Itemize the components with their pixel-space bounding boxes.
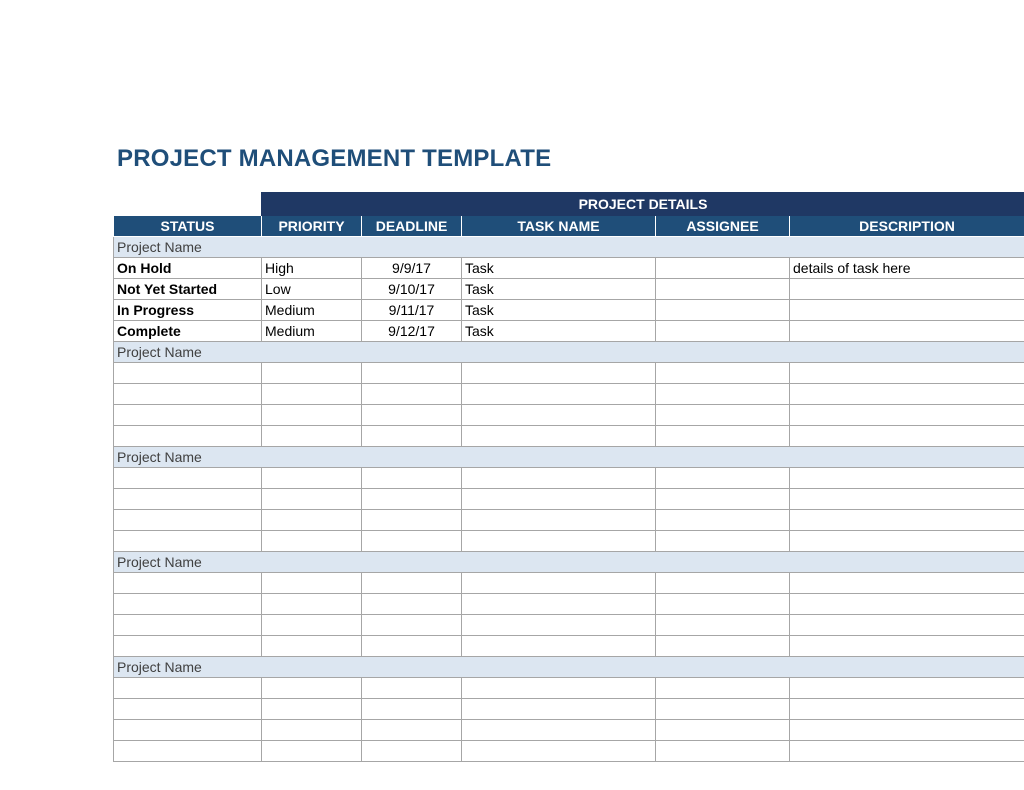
deadline-cell[interactable] <box>362 678 462 699</box>
deadline-cell[interactable] <box>362 699 462 720</box>
assignee-cell[interactable] <box>656 678 790 699</box>
task-name-cell[interactable] <box>462 615 656 636</box>
task-name-cell[interactable] <box>462 468 656 489</box>
description-cell[interactable] <box>790 636 1024 657</box>
assignee-cell[interactable] <box>656 426 790 447</box>
column-header-deadline[interactable]: DEADLINE <box>362 216 462 237</box>
task-name-cell[interactable]: Task <box>462 258 656 279</box>
task-row <box>114 678 1024 699</box>
priority-cell[interactable] <box>262 741 362 762</box>
project-name-fill[interactable] <box>262 342 362 363</box>
deadline-cell[interactable]: 9/10/17 <box>362 279 462 300</box>
task-name-cell[interactable]: Task <box>462 321 656 342</box>
description-cell[interactable] <box>790 615 1024 636</box>
deadline-cell[interactable] <box>362 741 462 762</box>
deadline-cell[interactable] <box>362 405 462 426</box>
status-cell[interactable] <box>114 363 262 384</box>
project-name-fill[interactable] <box>362 342 462 363</box>
description-cell[interactable] <box>790 510 1024 531</box>
priority-cell[interactable] <box>262 678 362 699</box>
project-name-row <box>114 237 1024 258</box>
deadline-cell[interactable] <box>362 363 462 384</box>
task-name-cell[interactable] <box>462 720 656 741</box>
description-cell[interactable]: details of task here <box>790 258 1024 279</box>
priority-cell[interactable] <box>262 699 362 720</box>
task-name-cell[interactable]: Task <box>462 300 656 321</box>
project-name-cell[interactable]: Project Name <box>114 342 262 363</box>
priority-cell[interactable]: High <box>262 258 362 279</box>
column-header-priority[interactable]: PRIORITY <box>262 216 362 237</box>
task-name-cell[interactable] <box>462 384 656 405</box>
assignee-cell[interactable] <box>656 300 790 321</box>
deadline-cell[interactable] <box>362 636 462 657</box>
assignee-cell[interactable] <box>656 363 790 384</box>
project-name-fill[interactable] <box>790 342 1024 363</box>
priority-cell[interactable]: Medium <box>262 300 362 321</box>
task-row <box>114 384 1024 405</box>
description-cell[interactable] <box>790 279 1024 300</box>
project-name-fill[interactable] <box>462 447 656 468</box>
status-cell[interactable] <box>114 720 262 741</box>
task-name-cell[interactable] <box>462 489 656 510</box>
task-row <box>114 321 1024 342</box>
priority-cell[interactable] <box>262 636 362 657</box>
assignee-cell[interactable] <box>656 489 790 510</box>
deadline-cell[interactable]: 9/11/17 <box>362 300 462 321</box>
column-header-status[interactable]: STATUS <box>114 216 262 237</box>
description-cell[interactable] <box>790 363 1024 384</box>
project-name-fill[interactable] <box>362 552 462 573</box>
status-cell[interactable]: In Progress <box>114 300 262 321</box>
status-cell[interactable] <box>114 678 262 699</box>
status-cell[interactable]: On Hold <box>114 258 262 279</box>
status-cell[interactable] <box>114 426 262 447</box>
project-name-fill[interactable] <box>362 657 462 678</box>
priority-cell[interactable] <box>262 573 362 594</box>
priority-cell[interactable] <box>262 510 362 531</box>
status-cell[interactable] <box>114 741 262 762</box>
project-name-fill[interactable] <box>262 237 362 258</box>
project-name-row <box>114 447 1024 468</box>
project-name-fill[interactable] <box>656 237 790 258</box>
assignee-cell[interactable] <box>656 720 790 741</box>
description-cell[interactable] <box>790 489 1024 510</box>
priority-cell[interactable] <box>262 720 362 741</box>
description-cell[interactable] <box>790 384 1024 405</box>
deadline-cell[interactable] <box>362 510 462 531</box>
project-name-row <box>114 552 1024 573</box>
assignee-cell[interactable] <box>656 699 790 720</box>
description-cell[interactable] <box>790 699 1024 720</box>
project-name-fill[interactable] <box>656 447 790 468</box>
task-row <box>114 468 1024 489</box>
description-cell[interactable] <box>790 741 1024 762</box>
project-name-cell[interactable]: Project Name <box>114 552 262 573</box>
project-name-row <box>114 657 1024 678</box>
project-sheet <box>113 192 1024 762</box>
task-name-cell[interactable] <box>462 573 656 594</box>
deadline-cell[interactable] <box>362 594 462 615</box>
description-cell[interactable] <box>790 321 1024 342</box>
deadline-cell[interactable] <box>362 426 462 447</box>
project-name-fill[interactable] <box>462 552 656 573</box>
project-name-fill[interactable] <box>656 552 790 573</box>
assignee-cell[interactable] <box>656 510 790 531</box>
deadline-cell[interactable] <box>362 573 462 594</box>
deadline-cell[interactable] <box>362 489 462 510</box>
status-cell[interactable] <box>114 489 262 510</box>
priority-cell[interactable] <box>262 468 362 489</box>
task-row <box>114 258 1024 279</box>
project-name-fill[interactable] <box>656 657 790 678</box>
task-name-cell[interactable] <box>462 510 656 531</box>
assignee-cell[interactable] <box>656 279 790 300</box>
task-name-cell[interactable] <box>462 363 656 384</box>
project-name-cell[interactable]: Project Name <box>114 447 262 468</box>
task-name-cell[interactable] <box>462 741 656 762</box>
deadline-cell[interactable] <box>362 720 462 741</box>
priority-cell[interactable] <box>262 615 362 636</box>
task-row <box>114 720 1024 741</box>
task-row <box>114 300 1024 321</box>
project-name-fill[interactable] <box>790 447 1024 468</box>
project-name-cell[interactable]: Project Name <box>114 237 262 258</box>
priority-cell[interactable] <box>262 363 362 384</box>
status-cell[interactable]: Complete <box>114 321 262 342</box>
project-name-fill[interactable] <box>462 657 656 678</box>
task-name-cell[interactable] <box>462 636 656 657</box>
deadline-cell[interactable] <box>362 468 462 489</box>
task-name-cell[interactable] <box>462 699 656 720</box>
project-name-fill[interactable] <box>656 342 790 363</box>
status-cell[interactable] <box>114 405 262 426</box>
project-name-fill[interactable] <box>462 342 656 363</box>
task-row <box>114 531 1024 552</box>
description-cell[interactable] <box>790 720 1024 741</box>
status-cell[interactable] <box>114 699 262 720</box>
column-header-assignee[interactable]: ASSIGNEE <box>656 216 790 237</box>
task-name-cell[interactable] <box>462 531 656 552</box>
assignee-cell[interactable] <box>656 636 790 657</box>
project-name-fill[interactable] <box>790 552 1024 573</box>
assignee-cell[interactable] <box>656 405 790 426</box>
task-name-cell[interactable] <box>462 678 656 699</box>
project-name-fill[interactable] <box>262 657 362 678</box>
task-row <box>114 636 1024 657</box>
task-row <box>114 489 1024 510</box>
status-cell[interactable] <box>114 594 262 615</box>
assignee-cell[interactable] <box>656 615 790 636</box>
assignee-cell[interactable] <box>656 741 790 762</box>
description-cell[interactable] <box>790 405 1024 426</box>
assignee-cell[interactable] <box>656 321 790 342</box>
deadline-cell[interactable] <box>362 615 462 636</box>
column-header-row <box>114 216 1024 237</box>
deadline-cell[interactable]: 9/9/17 <box>362 258 462 279</box>
status-cell[interactable] <box>114 468 262 489</box>
task-row <box>114 699 1024 720</box>
project-table <box>113 216 1024 762</box>
priority-cell[interactable] <box>262 384 362 405</box>
status-cell[interactable] <box>114 384 262 405</box>
priority-cell[interactable]: Low <box>262 279 362 300</box>
project-name-fill[interactable] <box>362 237 462 258</box>
assignee-cell[interactable] <box>656 573 790 594</box>
status-cell[interactable] <box>114 573 262 594</box>
priority-cell[interactable] <box>262 405 362 426</box>
task-name-cell[interactable] <box>462 405 656 426</box>
task-row <box>114 426 1024 447</box>
task-row <box>114 510 1024 531</box>
task-row <box>114 279 1024 300</box>
project-name-fill[interactable] <box>262 447 362 468</box>
assignee-cell[interactable] <box>656 531 790 552</box>
priority-cell[interactable] <box>262 531 362 552</box>
status-cell[interactable] <box>114 531 262 552</box>
status-cell[interactable] <box>114 510 262 531</box>
description-cell[interactable] <box>790 573 1024 594</box>
task-name-cell[interactable] <box>462 594 656 615</box>
task-row <box>114 363 1024 384</box>
assignee-cell[interactable] <box>656 468 790 489</box>
status-cell[interactable] <box>114 615 262 636</box>
priority-cell[interactable] <box>262 594 362 615</box>
task-row <box>114 573 1024 594</box>
task-row <box>114 405 1024 426</box>
priority-cell[interactable] <box>262 426 362 447</box>
description-cell[interactable] <box>790 678 1024 699</box>
description-cell[interactable] <box>790 426 1024 447</box>
page-title: PROJECT MANAGEMENT TEMPLATE <box>117 145 552 172</box>
project-details-header: PROJECT DETAILS <box>261 192 1024 216</box>
description-cell[interactable] <box>790 468 1024 489</box>
project-name-fill[interactable] <box>790 657 1024 678</box>
project-name-fill[interactable] <box>462 237 656 258</box>
project-name-cell[interactable]: Project Name <box>114 657 262 678</box>
priority-cell[interactable]: Medium <box>262 321 362 342</box>
task-row <box>114 615 1024 636</box>
task-name-cell[interactable]: Task <box>462 279 656 300</box>
description-cell[interactable] <box>790 531 1024 552</box>
description-cell[interactable] <box>790 594 1024 615</box>
deadline-cell[interactable] <box>362 384 462 405</box>
column-header-description[interactable]: DESCRIPTION <box>790 216 1024 237</box>
project-name-fill[interactable] <box>262 552 362 573</box>
assignee-cell[interactable] <box>656 384 790 405</box>
priority-cell[interactable] <box>262 489 362 510</box>
deadline-cell[interactable] <box>362 531 462 552</box>
task-name-cell[interactable] <box>462 426 656 447</box>
project-name-fill[interactable] <box>790 237 1024 258</box>
description-cell[interactable] <box>790 300 1024 321</box>
task-row <box>114 741 1024 762</box>
column-header-task-name[interactable]: TASK NAME <box>462 216 656 237</box>
assignee-cell[interactable] <box>656 594 790 615</box>
status-cell[interactable]: Not Yet Started <box>114 279 262 300</box>
assignee-cell[interactable] <box>656 258 790 279</box>
task-row <box>114 594 1024 615</box>
status-cell[interactable] <box>114 636 262 657</box>
deadline-cell[interactable]: 9/12/17 <box>362 321 462 342</box>
project-name-row <box>114 342 1024 363</box>
project-name-fill[interactable] <box>362 447 462 468</box>
